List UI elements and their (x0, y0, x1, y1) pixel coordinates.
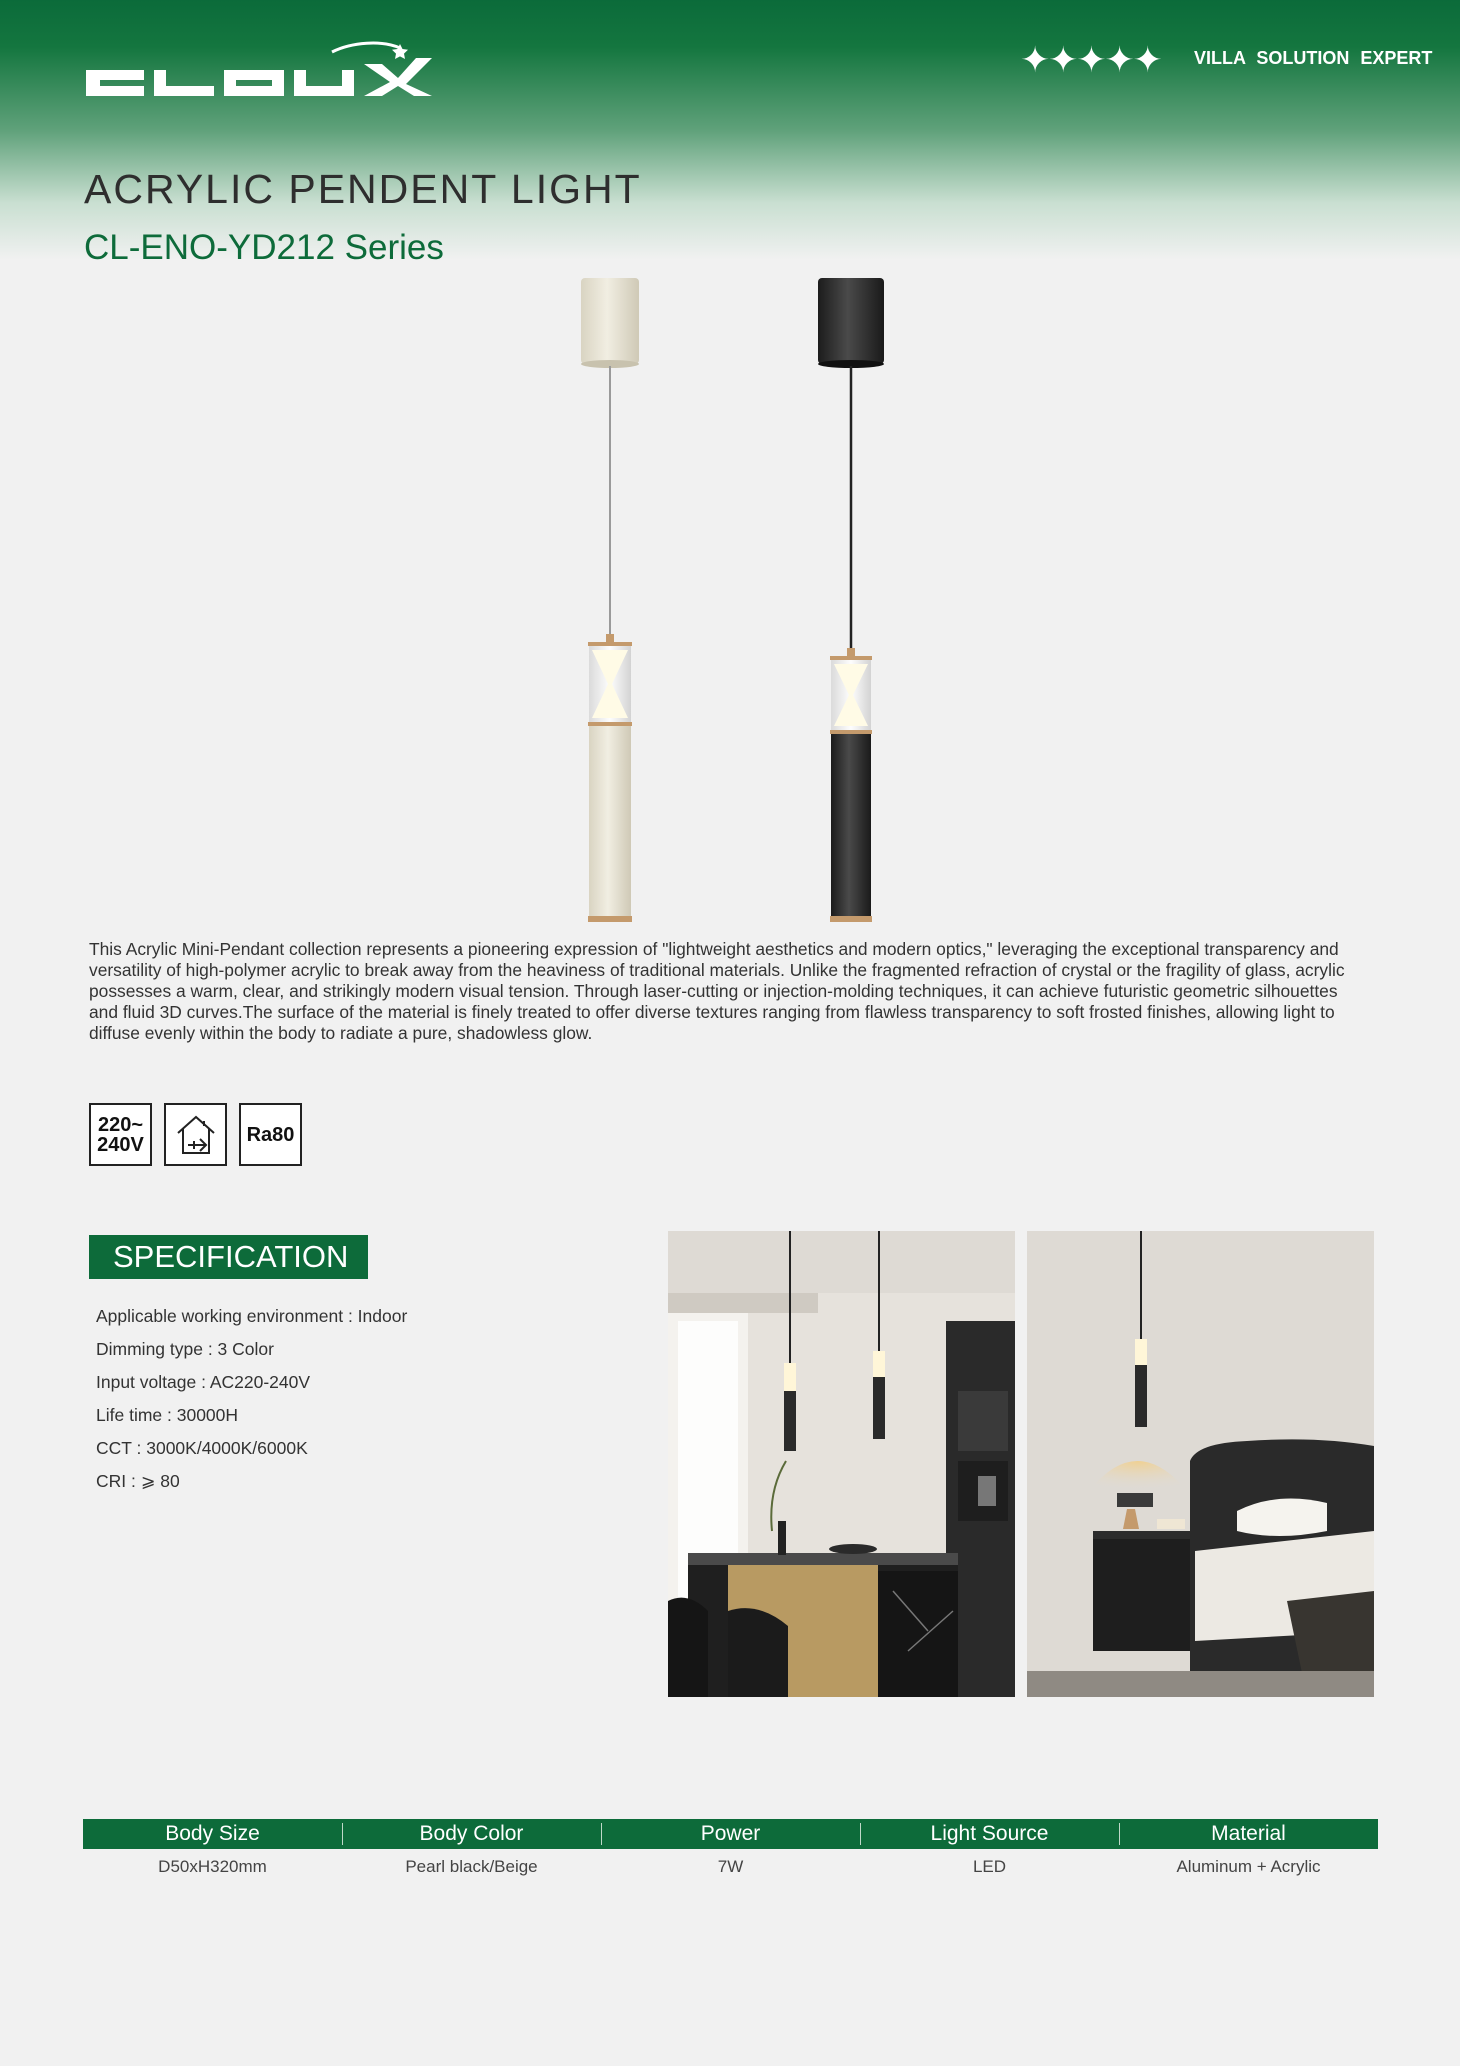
header-gradient-band (0, 0, 1460, 260)
table-cell-material: Aluminum + Acrylic (1176, 1857, 1321, 1876)
specification-list (96, 1300, 407, 1498)
voltage-badge (89, 1103, 152, 1166)
spec-item: CCT : 3000K/4000K/6000K (96, 1438, 308, 1458)
spec-item: Input voltage : AC220-240V (96, 1372, 311, 1392)
tagline: VILLA SOLUTION EXPERT (1194, 48, 1433, 68)
indoor-badge (164, 1103, 227, 1166)
spec-table-header (83, 1819, 1378, 1849)
voltage-badge-line1: 220~ (97, 1113, 144, 1136)
brand-logo (82, 40, 438, 106)
series-subtitle: CL-ENO-YD212 Series (84, 228, 444, 267)
table-header-body-size: Body Size (165, 1822, 260, 1845)
product-photo-pendants (540, 272, 920, 932)
voltage-badge-line2: 240V (97, 1133, 144, 1156)
table-header-light-source: Light Source (860, 1819, 1119, 1849)
table-cell-light-source: LED (972, 1857, 1007, 1876)
table-header-power: Power (601, 1819, 860, 1849)
product-description: This Acrylic Mini-Pendant collection represents a pioneering expression of "lightweight aesthetics and modern optics," leveraging the exceptional transparency and versatility of high-polymer acrylic to break away from the heaviness of traditional materials. Unlike the fragmented refraction of crystal or the fragility of glass, acrylic possesses a warm, clear, and strikingly modern visual tension. Through laser-cutting or injection-molding techniques, it can achieve futuristic geometric silhouettes and fluid 3D curves.The surface of the material is finely treated to offer diverse textures ranging from flawless transparency to soft frosted finishes, allowing light to diffuse evenly within the body to radiate a pure, shadowless glow. (89, 939, 1345, 1043)
specification-header: SPECIFICATION (89, 1235, 368, 1279)
spec-item: Life time : 30000H (96, 1405, 239, 1425)
table-header-body-color: Body Color (342, 1819, 601, 1849)
kitchen-scene-photo (668, 1231, 1015, 1697)
cri-badge: Ra80 (239, 1103, 302, 1166)
spec-item: Dimming type : 3 Color (96, 1339, 274, 1359)
spec-item: CRI : ⩾ 80 (96, 1471, 180, 1491)
table-header-material: Material (1119, 1819, 1378, 1849)
rating-stars: ✦✦✦✦✦ (1020, 39, 1161, 80)
spec-item: Applicable working environment : Indoor (96, 1306, 408, 1326)
table-cell-body-size: D50xH320mm (158, 1857, 267, 1876)
table-cell-power: 7W (717, 1857, 744, 1876)
bedroom-scene-photo (1027, 1231, 1374, 1697)
table-cell-body-color: Pearl black/Beige (405, 1857, 538, 1876)
table-row (83, 1855, 1378, 1879)
page-title: ACRYLIC PENDENT LIGHT (84, 166, 642, 212)
indoor-house-icon (172, 1111, 220, 1159)
